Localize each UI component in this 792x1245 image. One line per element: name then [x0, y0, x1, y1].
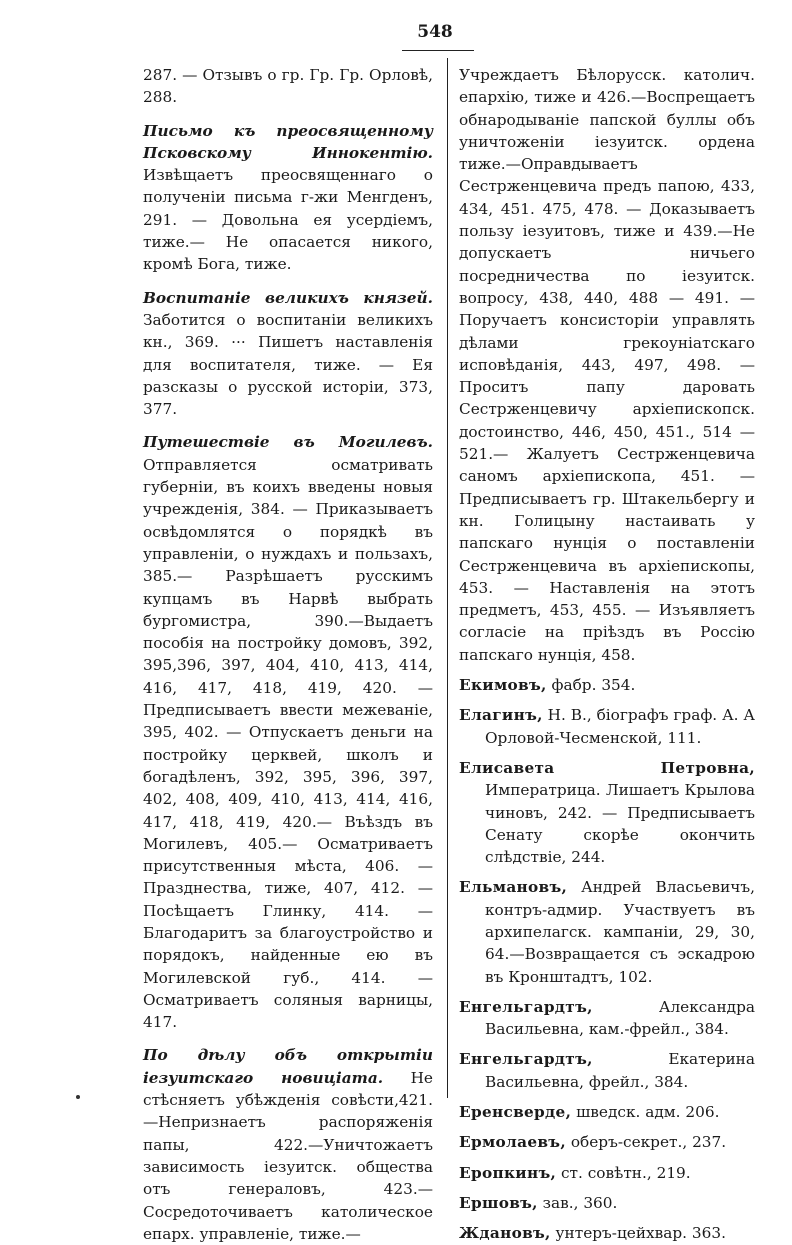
entry-name: Еропкинъ,	[459, 1163, 557, 1182]
index-entry	[459, 1192, 755, 1214]
entry-text: унтеръ-цейхвар. 363.	[550, 1224, 726, 1243]
ink-dot	[76, 1095, 80, 1099]
entry-name: Енгельгардтъ,	[459, 1050, 593, 1069]
entry-name: Ждановъ,	[459, 1224, 551, 1243]
header-rule	[402, 50, 474, 51]
index-entry	[459, 1131, 755, 1153]
entry-name: Ершовъ,	[459, 1193, 538, 1212]
index-paragraph	[143, 120, 433, 276]
index-entry	[459, 704, 755, 749]
index-entry	[459, 876, 755, 987]
index-paragraph	[143, 431, 433, 1033]
entry-name: Енгельгардтъ,	[459, 997, 593, 1016]
entry-name: Елагинъ,	[459, 706, 543, 725]
index-entry	[459, 1162, 755, 1184]
paragraph-text: Извѣщаетъ преосвященнаго о полученіи письма г-жи Менгденъ, 291. — Довольна ея усердіемъ, тиже.— Не опасается никого, кромѣ Бога, тиже.	[143, 166, 433, 274]
section-heading: Путешествіе въ Могилевъ.	[143, 433, 433, 452]
entry-text: Учреждаетъ Бѣлорусск. католич. епархію, тиже и 426.—Воспрещаетъ обнародываніе папской буллы объ уничтоженіи іезуитск. ордена тиже.—Оправдываетъ Сестрженцевича предъ папою, 433, 434, 451. 475, 478. — Доказываетъ пользу іезуитовъ, тиже и 439.—Не допускаетъ ничьего посредничества по іезуитск. вопросу, 438, 440, 488 — 491. — Поручаетъ консисторіи управлять дѣлами грекоуніатскаго исповѣданія, 443, 497, 498. — Проситъ папу даровать Сестрженцевичу архіепископск. достоинство, 446, 450, 451., 514 — 521.— Жалуетъ Сестрженцевича саномъ архіепископа, 451. — Предписываетъ гр. Штакельбергу и кн. Голицыну настаивать у папскаго нунція о поставленіи Сестрженцевича въ архіепископы, 453. — Наставленія на этотъ предметъ, 453, 455. — Изъявляетъ согласіе на пріѣздъ въ Россію папскаго нунція, 458.	[459, 66, 755, 664]
section-heading: Письмо къ преосвященному Псковскому Иннокентію.	[143, 121, 433, 162]
index-entry	[459, 674, 755, 696]
left-column	[143, 64, 433, 1245]
right-column	[459, 64, 755, 1245]
entry-text: Императрица. Лишаетъ Крылова чиновъ, 242. — Предписываетъ Сенату скорѣе окончить слѣдствіе, 244.	[485, 781, 755, 867]
index-paragraph	[143, 64, 433, 109]
entry-text: фабр. 354.	[546, 676, 636, 695]
entry-name: Еренсверде,	[459, 1103, 572, 1122]
paragraph-text: Отправляется осматривать губерніи, въ коихъ введены новыя учрежденія, 384. — Приказываетъ освѣдомлятся о порядкѣ въ управленіи, о нуждахъ и пользахъ, 385.— Разрѣшаетъ русскимъ купцамъ въ Нарвѣ выбрать бургомистра, 390.—Выдаетъ пособія на постройку домовъ, 392, 395,396, 397, 404, 410, 413, 414, 416, 417, 418, 419, 420. — Предписываетъ ввести межеваніе, 395, 402. — Отпускаетъ деньги на постройку церквей, школъ и богадѣленъ, 392, 395, 396, 397, 402, 408, 409, 410, 413, 414, 416, 417, 418, 419, 420.— Въѣздъ въ Могилевъ, 405.— Осматриваетъ присутственныя мѣста, 406. — Празднества, тиже, 407, 412. — Посѣщаетъ Глинку, 414. — Благодаритъ за благоустройство и порядокъ, найденные ею въ Могилевской губ., 414. — Осматриваетъ соляныя варницы, 417.	[143, 455, 433, 1032]
index-entry	[459, 1222, 755, 1244]
entry-text: шведск. адм. 206.	[571, 1103, 720, 1122]
entry-name: Ермолаевъ,	[459, 1133, 566, 1152]
index-paragraph	[143, 287, 433, 421]
index-entry	[459, 64, 755, 666]
section-heading: По дѣлу объ открытіи іезуитскаго новиціата.	[143, 1046, 433, 1087]
index-entry	[459, 1048, 755, 1093]
section-heading: Воспитаніе великихъ князей.	[143, 288, 433, 307]
entry-text: Екатерина Васильевна, фрейл., 384.	[485, 1050, 755, 1091]
entry-text: Н. В., біографъ граф. А. А Орловой-Чесменской, 111.	[485, 706, 755, 747]
entry-text: Александра Васильевна, кам.-фрейл., 384.	[485, 997, 755, 1039]
entry-name: Ельмановъ,	[459, 878, 568, 897]
index-paragraph	[143, 1044, 433, 1245]
entry-text: ст. совѣтн., 219.	[556, 1163, 691, 1182]
index-entry	[459, 757, 755, 868]
page-number: 548	[417, 22, 453, 42]
entry-text: Андрей Власьевичъ, контръ-адмир. Участвуетъ въ архипелагск. кампаніи, 29, 30, 64.—Возвращается съ эскадрою въ Кронштадтъ, 102.	[485, 878, 755, 986]
paragraph-text: Заботится о воспитаніи великихъ кн., 369. ··· Пишетъ наставленія для воспитателя, тиже. — Ея разсказы о русской исторіи, 373, 377.	[143, 310, 433, 419]
index-entry	[459, 1101, 755, 1123]
entry-name: Елисавета Петровна,	[459, 758, 755, 777]
entry-text: оберъ-секрет., 237.	[565, 1133, 727, 1152]
entry-text: зав., 360.	[537, 1193, 618, 1212]
column-divider	[447, 58, 448, 1098]
paragraph-text: Не стѣсняетъ убѣжденія совѣсти,421.—Непризнаетъ распоряженія папы, 422.—Уничтожаетъ зависимость іезуитск. общества отъ генераловъ, 423.—Сосредоточиваетъ католическое епарх. управленіе, тиже.—	[143, 1068, 433, 1243]
paragraph-text: 287. — Отзывъ о гр. Гр. Гр. Орловѣ, 288.	[143, 66, 433, 107]
index-entry	[459, 996, 755, 1041]
entry-name: Екимовъ,	[459, 676, 547, 695]
